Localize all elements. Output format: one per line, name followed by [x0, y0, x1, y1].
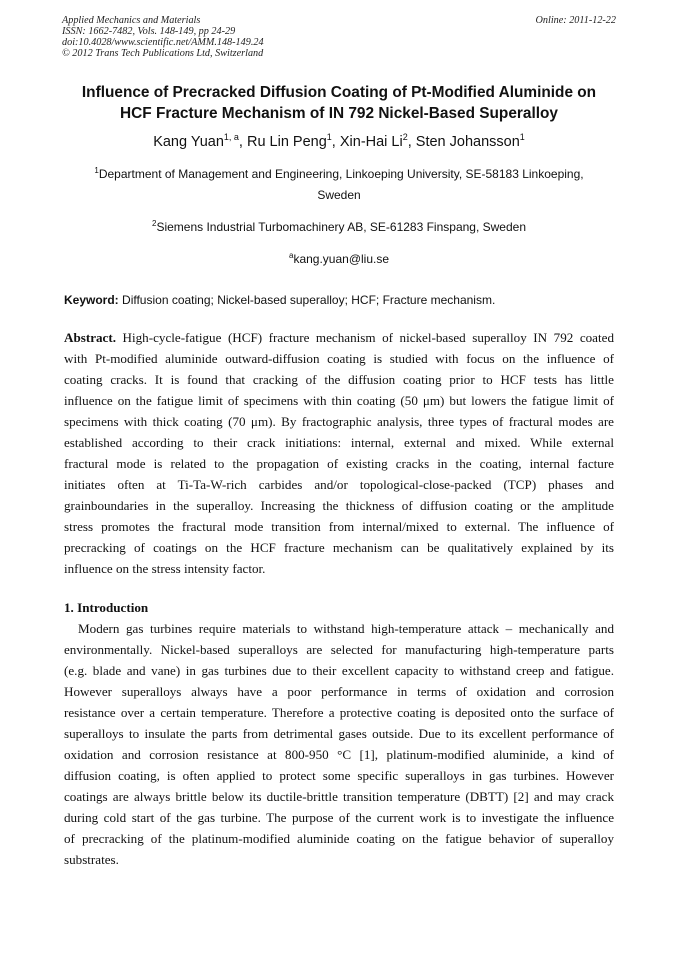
body-line: (e.g. blade and vane) in gas turbines due to their excellent capacity to withstand creep and fatigue. [64, 663, 614, 678]
body-line: of precracking of the platinum-modified aluminide coating on the fatigue behavior of superalloy [64, 831, 614, 846]
abstract-line: influence on the stress intensity factor. [64, 561, 266, 576]
journal-header [62, 15, 616, 59]
issn-line: ISSN: 1662-7482, Vols. 148-149, pp 24-29 [62, 26, 236, 37]
author-list [40, 133, 638, 151]
body-line: However superalloys always have a poor performance in terms of oxidation and corrosion [64, 684, 614, 699]
section-heading: 1. Introduction [64, 600, 149, 615]
affiliation-1 [50, 164, 628, 206]
abstract-line: Abstract. High-cycle-fatigue (HCF) fracture mechanism of nickel-based superalloy IN 792 coated [64, 330, 614, 345]
author-name: Kang Yuan [153, 134, 224, 150]
abstract-line: fractural mode is related to the propagation of existing cracks in the coating, internal facture [64, 456, 614, 471]
affiliation-2 [50, 217, 628, 238]
abstract-line: influence on the fatigue limit of specimens with thin coating (50 μm) but lowers the fatigue limit of [64, 393, 614, 408]
affiliation-mark: 2 [152, 219, 157, 228]
title-line-1: Influence of Precracked Diffusion Coating of Pt-Modified Aluminide on [81, 84, 597, 101]
author-name: Ru Lin Peng [246, 134, 327, 150]
author-email [50, 249, 628, 270]
abstract-line: with Pt-modified aluminide outward-diffusion coating is studied with focus on the influence of [64, 351, 614, 366]
affiliation-mark: 1 [94, 166, 99, 175]
copyright-line: © 2012 Trans Tech Publications Ltd, Switzerland [62, 48, 264, 59]
abstract-line: grainboundaries in the superalloy. Increasing the thickness of diffusion coating or the amplitude [64, 498, 614, 513]
author-name: Sten Johansson [415, 134, 520, 150]
author-affiliation-mark: 1 [326, 132, 332, 142]
paper-title [50, 82, 628, 124]
abstract-line: established according to their crack initiations: internal, external and mixed. While external [64, 435, 614, 450]
body-line: oxidation and corrosion resistance at 800-950 °C [1], platinum-modified aluminide, a kind of [64, 747, 614, 762]
abstract-label: Abstract. [64, 330, 116, 345]
online-date: Online: 2011-12-22 [535, 15, 616, 26]
author-separator: , [407, 134, 416, 150]
body-line: diffusion coating, is often applied to protect some specific superalloys in gas turbines. However [64, 768, 614, 783]
email-mark: a [288, 251, 294, 260]
abstract-line: coating cracks. It is found that cracking of the diffusion coating prior to HCF tests has little [64, 372, 614, 387]
author-name: Xin-Hai Li [339, 134, 403, 150]
body-line: substrates. [64, 852, 119, 867]
body-line: superalloys to insulate the parts from detrimental gases outside. Due to its excellent performance of [64, 726, 614, 741]
affiliation-text: Department of Management and Engineering, Linkoeping University, SE-58183 Linkoeping, [98, 167, 584, 181]
abstract-line: specimens with thick coating (70 μm). By fractographic analysis, three types of fractural modes are [64, 414, 614, 429]
author-affiliation-mark: 2 [402, 132, 408, 142]
keywords-label: Keyword: [64, 293, 119, 307]
affiliation-text: Siemens Industrial Turbomachinery AB, SE-61283 Finspang, Sweden [156, 220, 526, 234]
body-line: Modern gas turbines require materials to withstand high-temperature attack – mechanically and [78, 621, 614, 636]
abstract-line: precracking of coatings on the HCF fracture mechanism can be qualitatively explained by its [64, 540, 614, 555]
body-line: during cold start of the gas turbine. The purpose of the current work is to investigate the influence [64, 810, 614, 825]
introduction-body [64, 618, 614, 870]
keywords [64, 291, 616, 309]
author-separator: , [331, 134, 340, 150]
body-line: resistance over a certain temperature. Therefore a protective coating is deposited onto the surface of [64, 705, 614, 720]
author-separator: , [238, 134, 247, 150]
email-link[interactable]: kang.yuan@liu.se [293, 252, 390, 266]
abstract-line: stress promotes the fractural mode transition from internal/mixed to external. The influence of [64, 519, 614, 534]
affiliation-country: Sweden [317, 188, 361, 202]
author-affiliation-mark: 1, a [223, 132, 239, 142]
doi-line: doi:10.4028/www.scientific.net/AMM.148-149.24 [62, 37, 264, 48]
abstract [64, 327, 614, 579]
title-line-2: HCF Fracture Mechanism of IN 792 Nickel-Based Superalloy [120, 105, 558, 122]
body-line: environmentally. Nickel-based superalloys are selected for manufacturing high-temperature parts [64, 642, 614, 657]
body-line: coatings are always brittle below its ductile-brittle transition temperature (DBTT) [2] and may crack [64, 789, 614, 804]
abstract-line: initiates often at Ti-Ta-W-rich carbides and/or topological-close-packed (TCP) phases and [64, 477, 614, 492]
author-affiliation-mark: 1 [519, 132, 525, 142]
journal-name: Applied Mechanics and Materials [62, 15, 201, 26]
keywords-text: Diffusion coating; Nickel-based superalloy; HCF; Fracture mechanism. [118, 293, 496, 307]
